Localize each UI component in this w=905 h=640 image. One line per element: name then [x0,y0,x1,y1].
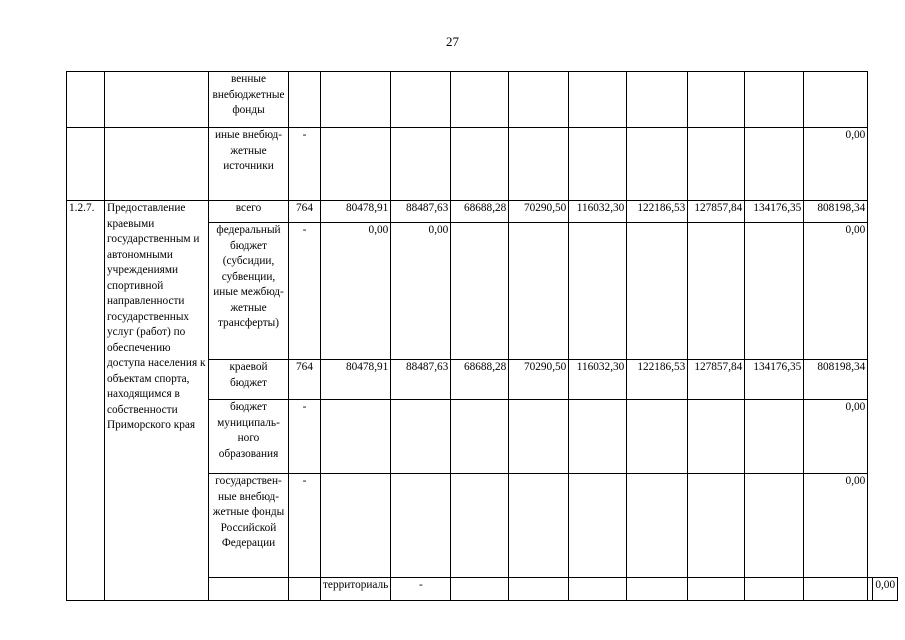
year-value-cell [391,72,451,128]
year-value-cell [509,474,569,578]
year-value-cell: 134176,35 [745,201,804,223]
year-value-cell: 0,00 [321,223,391,360]
source-cell: венные внебюджетные фонды [209,72,289,128]
year-value-cell [745,72,804,128]
year-value-cell [569,578,627,601]
year-value-cell: 88487,63 [391,201,451,223]
year-value-cell [688,128,745,201]
total-cell: 808198,34 [804,201,868,223]
year-value-cell: 122186,53 [627,360,688,400]
table-row [67,128,898,201]
year-value-cell [627,400,688,474]
year-value-cell [804,578,868,601]
table-row [67,72,898,128]
total-cell: 0,00 [804,128,868,201]
table-row [67,201,898,223]
year-value-cell: 116032,30 [569,360,627,400]
year-value-cell: 70290,50 [509,360,569,400]
year-value-cell [391,128,451,201]
grbs-cell: 764 [289,201,321,223]
source-cell: всего [209,201,289,223]
year-value-cell: 134176,35 [745,360,804,400]
source-cell: территориаль [321,578,391,601]
year-value-cell [688,578,745,601]
total-cell: 0,00 [873,578,898,601]
year-value-cell [451,474,509,578]
year-value-cell [688,223,745,360]
year-value-cell [688,474,745,578]
year-value-cell: 116032,30 [569,201,627,223]
source-cell: краевой бюджет [209,360,289,400]
code-cell-empty [67,72,105,128]
year-value-cell [745,474,804,578]
year-value-cell [569,474,627,578]
year-value-cell: 80478,91 [321,201,391,223]
year-value-cell: 127857,84 [688,201,745,223]
year-value-cell: 0,00 [391,223,451,360]
year-value-cell [321,72,391,128]
year-value-cell [509,578,569,601]
name-cell-empty [105,128,209,201]
year-value-cell [509,128,569,201]
year-value-cell [627,223,688,360]
code-cell-empty [209,578,289,601]
year-value-cell [321,128,391,201]
year-value-cell [688,72,745,128]
total-cell: 0,00 [804,474,868,578]
year-value-cell [451,223,509,360]
total-cell: 0,00 [804,223,868,360]
year-value-cell [627,72,688,128]
name-cell-empty [105,72,209,128]
year-value-cell [627,128,688,201]
source-cell: иные внебюд-жетные источники [209,128,289,201]
year-value-cell [391,474,451,578]
year-value-cell [627,474,688,578]
year-value-cell [509,72,569,128]
year-value-cell [451,128,509,201]
grbs-cell: 764 [289,360,321,400]
source-cell: государствен-ные внебюд-жетные фонды Российской Федерации [209,474,289,578]
year-value-cell [451,72,509,128]
year-value-cell [745,578,804,601]
total-cell: 0,00 [804,400,868,474]
year-value-cell: 88487,63 [391,360,451,400]
total-cell: 808198,34 [804,360,868,400]
budget-table [66,71,898,601]
year-value-cell: 68688,28 [451,201,509,223]
year-value-cell [745,128,804,201]
grbs-cell [289,72,321,128]
grbs-cell: - [391,578,451,601]
grbs-cell: - [289,128,321,201]
year-value-cell [569,72,627,128]
year-value-cell [569,223,627,360]
year-value-cell: 68688,28 [451,360,509,400]
source-cell: бюджет муниципаль-ного образования [209,400,289,474]
year-value-cell: 80478,91 [321,360,391,400]
year-value-cell: 122186,53 [627,201,688,223]
measure-code: 1.2.7. [67,201,105,601]
year-value-cell [745,223,804,360]
page-number: 27 [446,34,459,49]
year-value-cell: 127857,84 [688,360,745,400]
source-cell: федеральный бюджет (субсидии, субвенции, иные межбюд-жетные трансферты) [209,223,289,360]
year-value-cell [745,400,804,474]
year-value-cell: 70290,50 [509,201,569,223]
code-cell-empty [67,128,105,201]
measure-name: Предоставление краевыми государственным и автономными учреждениями спортивной направленности государственных услуг (работ) по обеспечению доступа населения к объектам спорта, находящимся в собственности Приморского края [105,201,209,601]
year-value-cell [509,400,569,474]
year-value-cell [451,578,509,601]
year-value-cell [321,400,391,474]
grbs-cell: - [289,474,321,578]
year-value-cell [569,128,627,201]
year-value-cell [451,400,509,474]
year-value-cell [569,400,627,474]
year-value-cell [627,578,688,601]
year-value-cell [391,400,451,474]
year-value-cell [688,400,745,474]
name-cell-empty [289,578,321,601]
grbs-cell: - [289,223,321,360]
year-value-cell [509,223,569,360]
grbs-cell: - [289,400,321,474]
total-cell [804,72,868,128]
year-value-cell [321,474,391,578]
